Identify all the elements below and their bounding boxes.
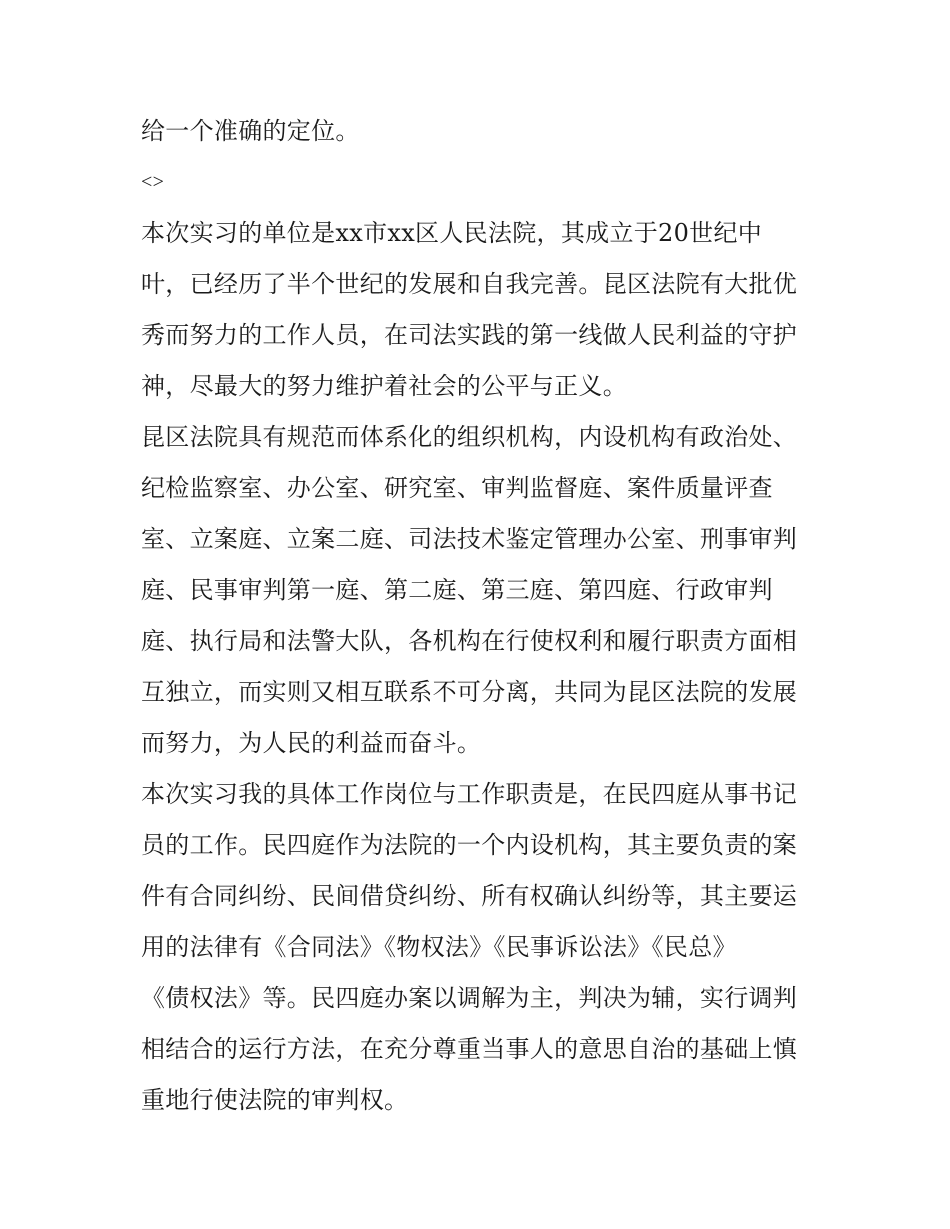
text-line: 纪检监察室、办公室、研究室、审判监督庭、案件质量评查: [141, 474, 773, 502]
text-line: 庭、民事审判第一庭、第二庭、第三庭、第四庭、行政审判: [141, 576, 773, 604]
text-line: 相结合的运行方法，在充分尊重当事人的意思自治的基础上慎: [141, 1035, 798, 1063]
text-line: 本次实习我的具体工作岗位与工作职责是，在民四庭从事书记: [141, 780, 798, 808]
text-line: 叶，已经历了半个世纪的发展和自我完善。昆区法院有大批优: [141, 270, 798, 298]
text-line: 室、立案庭、立案二庭、司法技术鉴定管理办公室、刑事审判: [141, 525, 798, 553]
text-line: <>: [141, 171, 165, 193]
text-line: 庭、执行局和法警大队，各机构在行使权利和履行职责方面相: [141, 627, 798, 655]
text-line: 而努力，为人民的利益而奋斗。: [141, 729, 482, 757]
text-line: 互独立，而实则又相互联系不可分离，共同为昆区法院的发展: [141, 678, 798, 706]
paragraph-job-duties: [141, 769, 821, 1126]
text-line: 本次实习的单位是xx市xx区人民法院，其成立于20世纪中: [141, 219, 763, 247]
text-line: 件有合同纠纷、民间借贷纠纷、所有权确认纠纷等，其主要运: [141, 882, 798, 910]
paragraph-intro-tail: [141, 106, 821, 157]
document-body: [141, 106, 821, 1126]
paragraph-court-overview: [141, 208, 821, 412]
text-line: 秀而努力的工作人员，在司法实践的第一线做人民利益的守护: [141, 321, 798, 349]
text-line: 神，尽最大的努力维护着社会的公平与正义。: [141, 372, 627, 400]
paragraph-marker: [141, 157, 821, 208]
text-line: 员的工作。民四庭作为法院的一个内设机构，其主要负责的案: [141, 831, 798, 859]
paragraph-organization: [141, 412, 821, 769]
text-line: 昆区法院具有规范而体系化的组织机构，内设机构有政治处、: [141, 423, 798, 451]
text-line: 给一个准确的定位。: [141, 117, 360, 145]
text-line: 《债权法》等。民四庭办案以调解为主，判决为辅，实行调判: [141, 984, 798, 1012]
text-line: 重地行使法院的审判权。: [141, 1086, 409, 1114]
text-line: 用的法律有《合同法》《物权法》《民事诉讼法》《民总》: [141, 933, 737, 961]
